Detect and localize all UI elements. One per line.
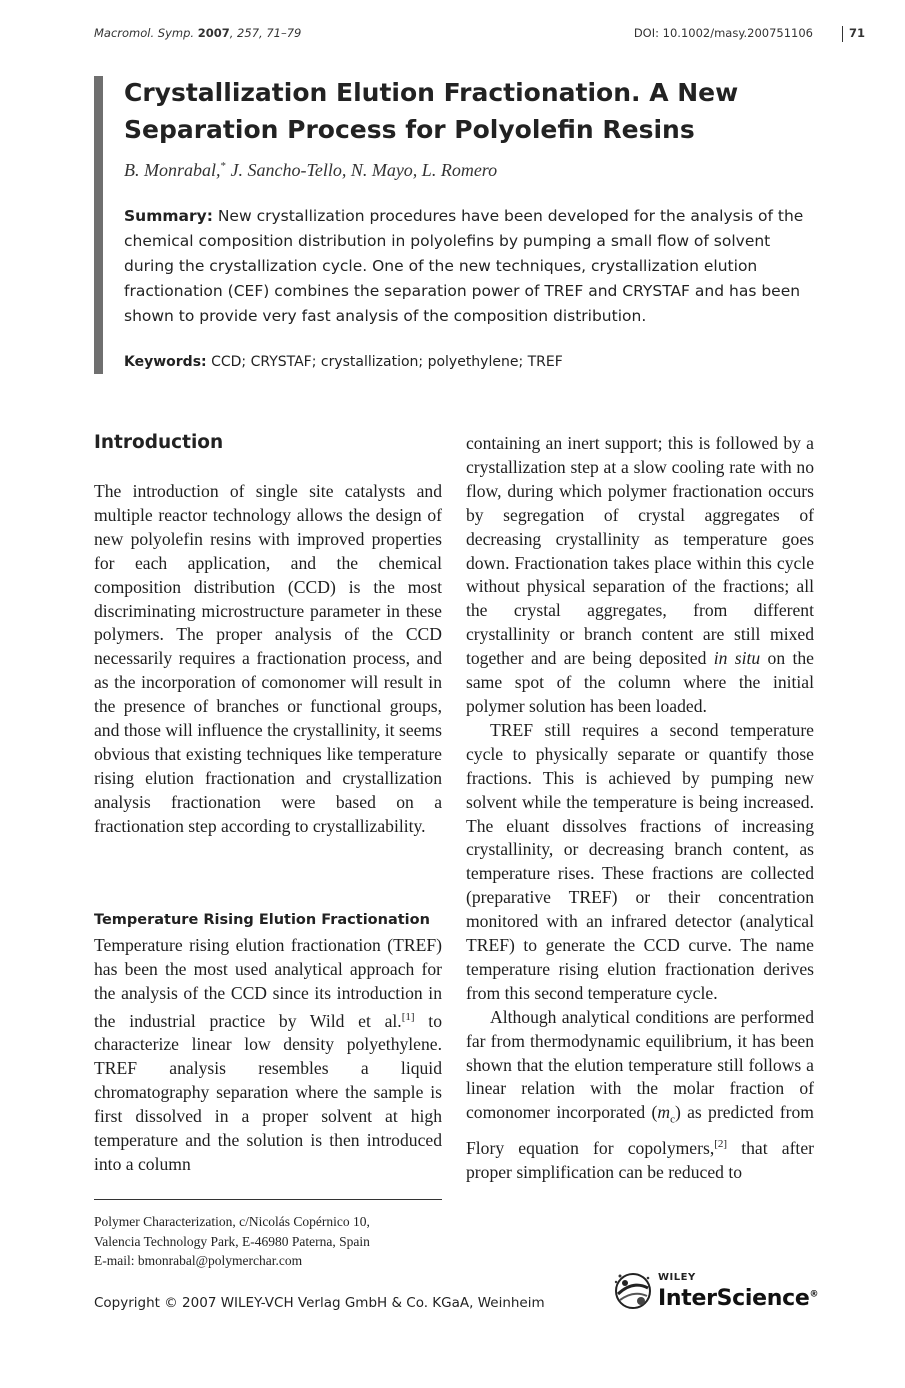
running-header (94, 26, 865, 44)
footnote-line-2: Valencia Technology Park, E-46980 Paterna, Spain (94, 1233, 370, 1249)
right-column (466, 432, 814, 1184)
citation-1[interactable]: [1] (401, 1010, 415, 1023)
tref-text-b: to characterize linear low density polyethylene. TREF analysis resembles a liquid chromatography separation where the sample is first dissolved in a proper solvent at high temperature and the solution is then introduced into a column (94, 1010, 442, 1175)
keywords-text: CCD; CRYSTAF; crystallization; polyethylene; TREF (206, 354, 563, 370)
introduction-text: The introduction of single site catalysts and multiple reactor technology allows the design of new polyolefin resins with improved properties for each application, and the chemical composition distribution (CCD) is the most discriminating microstructure parameter in these polymers. The proper analysis of the CCD necessarily requires a fractionation process, and as the incorporation of comonomer will result in the presence of branches or functional groups, and those will influence the crystallinity, it seems obvious that existing techniques like temperature rising elution fractionation and crystallization analysis fractionation were based on a fractionation step according to crystallizability. (94, 481, 442, 836)
right-paragraph-2: TREF still requires a second temperature cycle to physically separate or quantify those fractions. This is achieved by pumping new solvent while the temperature is being increased. The eluant dissolves fractions of increasing crystallinity, or decreasing branch content, as temperature rises. These fractions are collected (preparative TREF) or their concentration monitored with an infrared detector (analytical TREF) to generate the CCD curve. The name temperature rising elution fractionation derives from this second temperature cycle. (466, 719, 814, 1003)
article-title (124, 74, 824, 148)
footnote-email[interactable]: E-mail: bmonrabal@polymerchar.com (94, 1253, 303, 1268)
tref-paragraph (94, 934, 442, 1177)
footnote-divider (94, 1199, 442, 1200)
affiliation-footnote (94, 1212, 444, 1271)
wiley-interscience-logo (612, 1268, 822, 1316)
logo-wiley-text: WILEY (658, 1272, 696, 1283)
journal-year: 2007 (197, 26, 230, 40)
right-p1-italic: in situ (713, 648, 761, 669)
doi[interactable]: DOI: 10.1002/masy.200751106 (633, 26, 813, 40)
copyright-notice: Copyright © 2007 WILEY-VCH Verlag GmbH & Co. KGaA, Weinheim (94, 1295, 545, 1311)
author-list (124, 160, 497, 181)
logo-interscience-text (658, 1286, 818, 1311)
abstract-side-bar (94, 76, 103, 374)
journal-name: Macromol. Symp. (94, 26, 195, 40)
journal-volume-pages: , 257, 71–79 (229, 26, 302, 40)
title-line-1: Crystallization Elution Fractionation. A New (124, 78, 739, 107)
molar-fraction-symbol: m (657, 1102, 671, 1123)
summary-text: New crystallization procedures have been developed for the analysis of the chemical composition distribution in polyolefins by pumping a small flow of solvent during the crystallization cycle. One of the new techniques, crystallization elution fractionation (CEF) combines the separation power of TREF and CRYSTAF and has been shown to provide very fast analysis of the composition distribution. (124, 207, 804, 325)
keywords (124, 354, 563, 370)
registered-mark: ® (809, 1289, 819, 1300)
introduction-heading: Introduction (94, 432, 224, 453)
footnote-line-1: Polymer Characterization, c/Nicolás Copérnico 10, (94, 1214, 370, 1229)
right-p1-text-a: containing an inert support; this is followed by a crystallization step at a slow cooling rate with no flow, during which polymer fractionation occurs by segregation of crystal aggregates of decreasing crystallinity as temperature goes down. Fractionation takes place within this cycle without physical separation of the fractions; all the crystal aggregates, from different crystallinity or branch content are still mixed together and are being deposited (466, 433, 814, 669)
summary-label: Summary: (124, 207, 213, 225)
author-first: B. Monrabal, (124, 160, 221, 180)
summary (124, 204, 824, 329)
right-p3-text-a: Although analytical conditions are performed far from thermodynamic equilibrium, it has been shown that the elution temperature still follows a linear relation with the molar fraction of comonomer incorporated ( (466, 1006, 814, 1123)
keywords-label: Keywords: (124, 354, 207, 370)
author-others: J. Sancho-Tello, N. Mayo, L. Romero (226, 160, 498, 180)
corresponding-author-mark: * (220, 160, 226, 172)
right-p1-text-b: on the same spot of the column where the initial polymer solution has been loaded. (466, 648, 814, 716)
journal-reference (94, 26, 301, 40)
right-paragraph-3 (466, 1006, 814, 1185)
page-number: 71 (842, 26, 865, 42)
tref-section-heading: Temperature Rising Elution Fractionation (94, 912, 430, 928)
logo-brand: InterScience (658, 1286, 810, 1311)
citation-2[interactable]: [2] (714, 1137, 728, 1150)
right-p3-text-c: that after proper simplification can be reduced to (466, 1137, 814, 1182)
right-p3-text-b: ) as predicted from Flory equation for copolymers, (466, 1102, 814, 1158)
globe-icon (612, 1270, 654, 1312)
molar-fraction-subscript: c (670, 1113, 675, 1126)
tref-text-a: Temperature rising elution fractionation (TREF) has been the most used analytical approach for the analysis of the CCD since its introduction in the industrial practice by Wild et al. (94, 935, 442, 1031)
right-paragraph-1 (466, 432, 814, 719)
introduction-paragraph (94, 480, 442, 839)
title-line-2: Separation Process for Polyolefin Resins (124, 115, 695, 144)
